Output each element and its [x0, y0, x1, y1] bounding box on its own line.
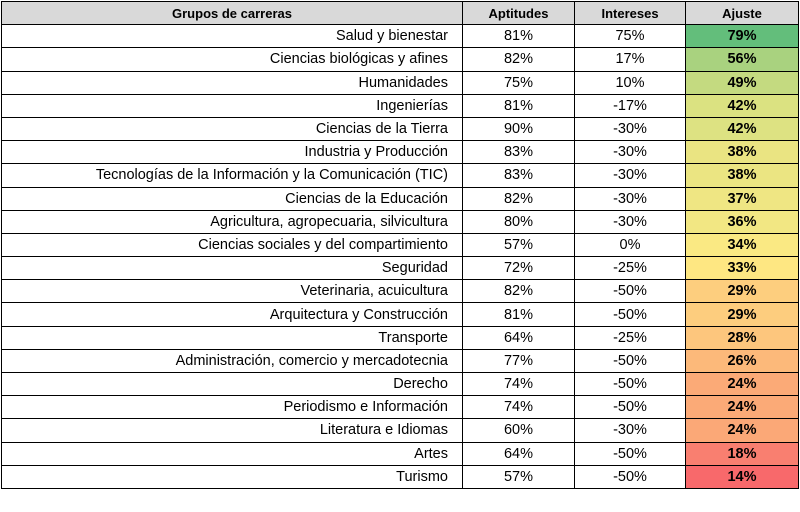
career-group-cell: Ciencias de la Educación: [2, 187, 463, 210]
table-row: [2, 210, 799, 233]
table-row: [2, 187, 799, 210]
ajuste-cell: 42%: [686, 94, 799, 117]
intereses-cell: -17%: [575, 94, 686, 117]
career-group-cell: Tecnologías de la Información y la Comunicación (TIC): [2, 164, 463, 187]
table-row: [2, 442, 799, 465]
intereses-cell: -30%: [575, 419, 686, 442]
career-group-cell: Arquitectura y Construcción: [2, 303, 463, 326]
table-row: [2, 25, 799, 48]
table-row: [2, 465, 799, 488]
intereses-cell: -50%: [575, 396, 686, 419]
career-group-cell: Turismo: [2, 465, 463, 488]
aptitudes-cell: 74%: [463, 396, 575, 419]
table-row: [2, 419, 799, 442]
aptitudes-cell: 83%: [463, 141, 575, 164]
intereses-cell: 0%: [575, 233, 686, 256]
table-row: [2, 141, 799, 164]
header-aptitudes: Aptitudes: [463, 2, 575, 25]
ajuste-cell: 37%: [686, 187, 799, 210]
aptitudes-cell: 82%: [463, 48, 575, 71]
ajuste-cell: 34%: [686, 233, 799, 256]
career-fit-table: [1, 1, 799, 489]
table-row: [2, 71, 799, 94]
intereses-cell: -50%: [575, 465, 686, 488]
ajuste-cell: 38%: [686, 141, 799, 164]
table-row: [2, 349, 799, 372]
aptitudes-cell: 83%: [463, 164, 575, 187]
table-row: [2, 326, 799, 349]
career-group-cell: Veterinaria, acuicultura: [2, 280, 463, 303]
career-group-cell: Artes: [2, 442, 463, 465]
ajuste-cell: 26%: [686, 349, 799, 372]
intereses-cell: -30%: [575, 210, 686, 233]
career-group-cell: Agricultura, agropecuaria, silvicultura: [2, 210, 463, 233]
career-group-cell: Periodismo e Información: [2, 396, 463, 419]
ajuste-cell: 36%: [686, 210, 799, 233]
intereses-cell: -50%: [575, 349, 686, 372]
aptitudes-cell: 81%: [463, 94, 575, 117]
table-row: [2, 117, 799, 140]
career-group-cell: Salud y bienestar: [2, 25, 463, 48]
ajuste-cell: 56%: [686, 48, 799, 71]
aptitudes-cell: 64%: [463, 442, 575, 465]
career-group-cell: Transporte: [2, 326, 463, 349]
ajuste-cell: 14%: [686, 465, 799, 488]
table-body: [2, 25, 799, 489]
table-row: [2, 164, 799, 187]
career-group-cell: Ciencias de la Tierra: [2, 117, 463, 140]
table-header: [2, 2, 799, 25]
ajuste-cell: 28%: [686, 326, 799, 349]
career-group-cell: Ingenierías: [2, 94, 463, 117]
table-row: [2, 94, 799, 117]
intereses-cell: -50%: [575, 373, 686, 396]
career-group-cell: Humanidades: [2, 71, 463, 94]
aptitudes-cell: 64%: [463, 326, 575, 349]
aptitudes-cell: 81%: [463, 303, 575, 326]
career-group-cell: Derecho: [2, 373, 463, 396]
career-group-cell: Industria y Producción: [2, 141, 463, 164]
career-group-cell: Ciencias sociales y del compartimiento: [2, 233, 463, 256]
header-row: [2, 2, 799, 25]
ajuste-cell: 18%: [686, 442, 799, 465]
intereses-cell: -50%: [575, 303, 686, 326]
intereses-cell: -50%: [575, 442, 686, 465]
intereses-cell: -30%: [575, 117, 686, 140]
aptitudes-cell: 57%: [463, 465, 575, 488]
aptitudes-cell: 80%: [463, 210, 575, 233]
aptitudes-cell: 75%: [463, 71, 575, 94]
career-group-cell: Seguridad: [2, 257, 463, 280]
aptitudes-cell: 90%: [463, 117, 575, 140]
table-row: [2, 257, 799, 280]
aptitudes-cell: 81%: [463, 25, 575, 48]
aptitudes-cell: 72%: [463, 257, 575, 280]
intereses-cell: 75%: [575, 25, 686, 48]
intereses-cell: -25%: [575, 257, 686, 280]
ajuste-cell: 79%: [686, 25, 799, 48]
ajuste-cell: 24%: [686, 419, 799, 442]
table-row: [2, 396, 799, 419]
ajuste-cell: 24%: [686, 373, 799, 396]
intereses-cell: -30%: [575, 141, 686, 164]
aptitudes-cell: 77%: [463, 349, 575, 372]
ajuste-cell: 42%: [686, 117, 799, 140]
ajuste-cell: 24%: [686, 396, 799, 419]
ajuste-cell: 29%: [686, 280, 799, 303]
table-row: [2, 303, 799, 326]
header-intereses: Intereses: [575, 2, 686, 25]
career-group-cell: Ciencias biológicas y afines: [2, 48, 463, 71]
intereses-cell: -30%: [575, 187, 686, 210]
intereses-cell: -25%: [575, 326, 686, 349]
aptitudes-cell: 74%: [463, 373, 575, 396]
aptitudes-cell: 82%: [463, 187, 575, 210]
intereses-cell: -50%: [575, 280, 686, 303]
header-ajuste: Ajuste: [686, 2, 799, 25]
aptitudes-cell: 60%: [463, 419, 575, 442]
ajuste-cell: 38%: [686, 164, 799, 187]
aptitudes-cell: 57%: [463, 233, 575, 256]
ajuste-cell: 29%: [686, 303, 799, 326]
table-row: [2, 373, 799, 396]
intereses-cell: 17%: [575, 48, 686, 71]
intereses-cell: -30%: [575, 164, 686, 187]
ajuste-cell: 33%: [686, 257, 799, 280]
table-row: [2, 280, 799, 303]
career-group-cell: Literatura e Idiomas: [2, 419, 463, 442]
intereses-cell: 10%: [575, 71, 686, 94]
ajuste-cell: 49%: [686, 71, 799, 94]
table-row: [2, 233, 799, 256]
header-grupos: Grupos de carreras: [2, 2, 463, 25]
career-group-cell: Administración, comercio y mercadotecnia: [2, 349, 463, 372]
aptitudes-cell: 82%: [463, 280, 575, 303]
table-row: [2, 48, 799, 71]
